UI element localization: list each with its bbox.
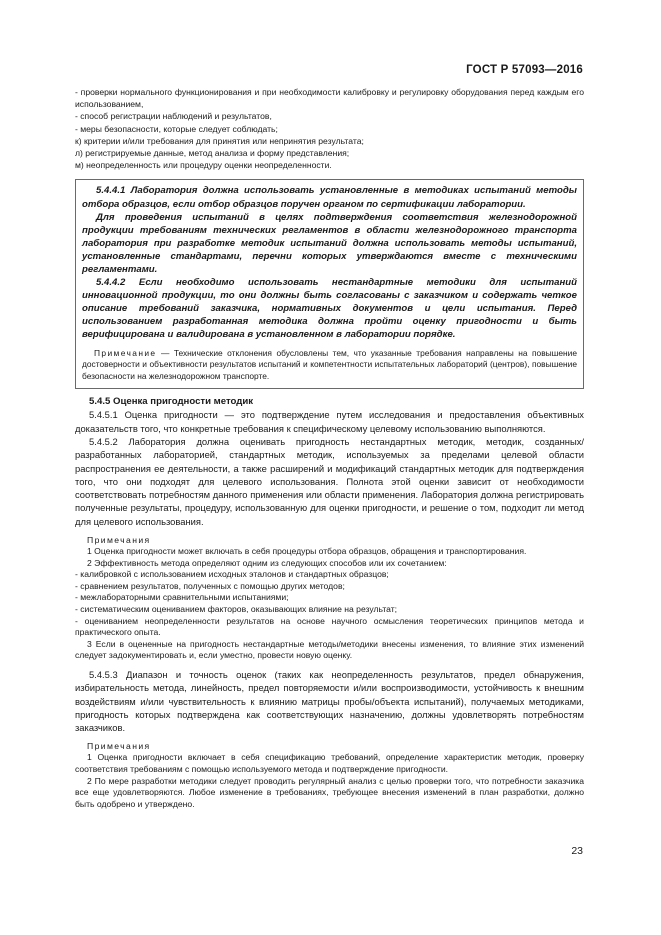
note-item: 1 Оценка пригодности включает в себя спецификацию требований, определение характеристик методик, проверку соответствия требованиям с помощью используемого метода и подтверждение пригодности. bbox=[75, 752, 584, 775]
intro-item: - меры безопасности, которые следует соблюдать; bbox=[75, 123, 278, 134]
national-deviation-box bbox=[75, 179, 584, 389]
note-item: 2 По мере разработки методики следует проводить регулярный анализ с целью проверки того, что потребности заказчика все еще удовлетворяются. Любое изменение в требованиях, требующее внесения изменений в план разработки, должно быть одобрено и утверждено. bbox=[75, 775, 584, 809]
notes-heading: Примечания bbox=[87, 535, 151, 545]
note-list-item: - межлабораторными сравнительными испытаниями; bbox=[75, 592, 289, 603]
intro-item: л) регистрируемые данные, метод анализа и форму представления; bbox=[75, 148, 350, 159]
clause-5-4-4-2: 5.4.4.2 Если необходимо использовать нестандартные методики для испытаний инновационной продукции, то они должны быть согласованы с заказчиком и содержать четкое описание требований заказчика, нормативных документов и цели испытания. Перед использованием разработанная методика должна пройти оценку пригодности и быть верифицирована и валидирована в установленном в лаборатории порядке. bbox=[82, 277, 577, 341]
notes-heading: Примечания bbox=[87, 741, 151, 752]
intro-item: - способ регистрации наблюдений и результатов, bbox=[75, 111, 272, 122]
clause-5-4-5-2: 5.4.5.2 Лаборатория должна оценивать пригодность нестандартных методик, методик, созданных/разработанных лабораторией, стандартных методик, используемых за пределами целевой области распространения ее деятельности, а также расширений и модификаций стандартных методик для подтверждения того, что они подходят для целевого использования. Полнота этой оценки зависит от необходимости соответствовать потребностям данного применения или области применения. Лаборатория должна регистрировать полученные результаты, процедуру, использованную для оценки пригодности, и решение о том, подходит ли метод для целевого использования. bbox=[75, 435, 584, 527]
note-list-item: - систематическим оцениванием факторов, оказывающих влияние на результат; bbox=[75, 603, 398, 614]
box-paragraph: Для проведения испытаний в целях подтверждения соответствия железнодорожной продукции требованиям технических регламентов в области железнодорожного транспорта лаборатория при разработке методик испытаний должна использовать методы испытаний, установленные стандартами, перечни которых утверждаются вместе с техническими регламентами. bbox=[82, 211, 577, 275]
clause-5-4-4-1: 5.4.4.1 Лаборатория должна использовать установленные в методиках испытаний методы отбора образцов, если отбор образцов поручен органом по сертификации лаборатории. bbox=[82, 185, 577, 210]
note-list-item: - калибровкой с использованием исходных эталонов и стандартных образцов; bbox=[75, 569, 389, 580]
clause-5-4-5-1: 5.4.5.1 Оценка пригодности — это подтверждение путем исследования и предоставления объективных доказательств того, что конкретные требования к специфическому целевому использованию выполняются. bbox=[75, 409, 584, 434]
note-item: 3 Если в оцененные на пригодность нестандартные методы/методики внесены изменения, то влияние этих изменений следует задокументировать и, если уместно, провести новую оценку. bbox=[75, 638, 584, 661]
box-note bbox=[82, 348, 577, 383]
note-item: 2 Эффективность метода определяют одним из следующих способов или их сочетанием: bbox=[87, 557, 447, 568]
page-content bbox=[75, 86, 584, 810]
note-item: 1 Оценка пригодности может включать в себя процедуры отбора образцов, обращения и транспортирования. bbox=[87, 546, 527, 556]
intro-item: - проверки нормального функционирования и при необходимости калибровку и регулировку оборудования перед каждым его использованием, bbox=[75, 87, 584, 110]
note-text: — Технические отклонения обусловлены тем, что указанные требования направлены на повышение достоверности и объективности результатов испытаний и компетентности испытательных лабораторий (центров), повышение безопасности на железнодорожном транспорте. bbox=[82, 347, 577, 381]
intro-item: к) критерии и/или требования для принятия или непринятия результата; bbox=[75, 135, 364, 146]
note-label: Примечание bbox=[94, 347, 157, 358]
section-heading: 5.4.5 Оценка пригодности методик bbox=[89, 396, 254, 408]
note-list-item: - оцениванием неопределенности результатов на основе научного осмысления теоретических принципов метода и практического опыта. bbox=[75, 615, 584, 638]
page-number: 23 bbox=[571, 845, 583, 857]
note-list-item: - сравнением результатов, полученных с помощью других методов; bbox=[75, 580, 345, 591]
clause-5-4-5-3: 5.4.5.3 Диапазон и точность оценок (таких как неопределенность результатов, предел обнаружения, избирательность метода, линейность, предел повторяемости и/или воспроизводимости, устойчивость к внешним воздействиям и/или чувствительность к влиянию матрицы пробы/объекта испытаний), получаемых методиками, пригодность которых подтверждена как соответствующих назначению, должны удовлетворять потребностям заказчиков. bbox=[75, 668, 584, 734]
document-id: ГОСТ Р 57093—2016 bbox=[466, 64, 583, 76]
intro-item: м) неопределенность или процедуру оценки неопределенности. bbox=[75, 160, 332, 171]
